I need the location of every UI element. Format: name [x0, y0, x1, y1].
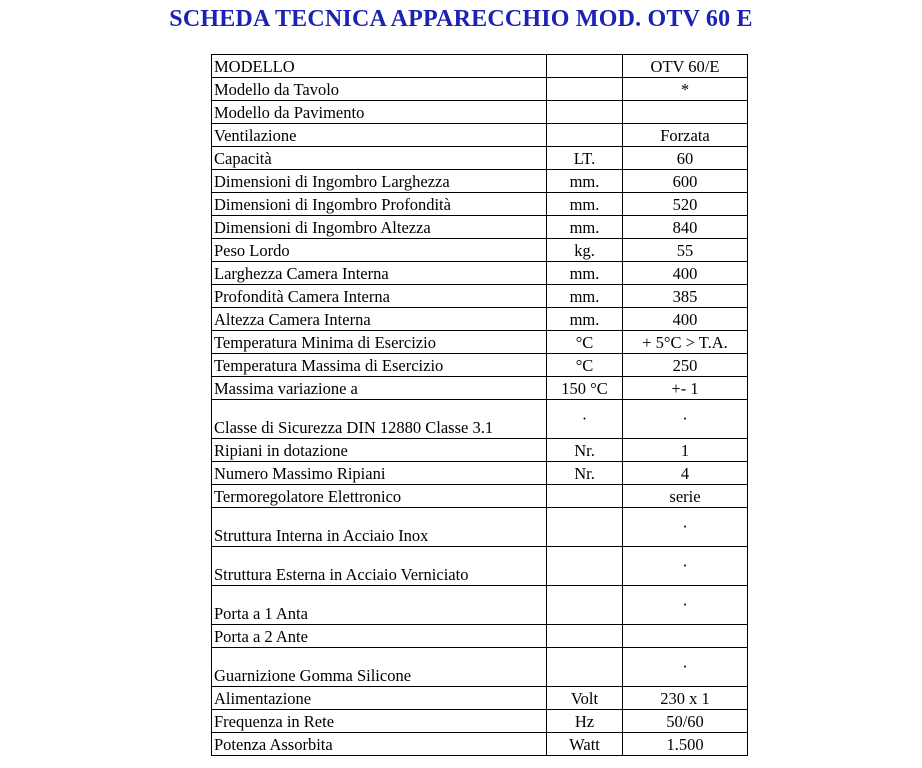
spec-value-cell: ·: [623, 400, 748, 439]
spec-label-cell: Potenza Assorbita: [212, 733, 547, 756]
spec-table-body: [212, 55, 748, 756]
table-row: [212, 687, 748, 710]
spec-label-cell: Termoregolatore Elettronico: [212, 485, 547, 508]
spec-value-cell: 1.500: [623, 733, 748, 756]
spec-label-cell: Porta a 1 Anta: [212, 586, 547, 625]
spec-label-cell: Struttura Interna in Acciaio Inox: [212, 508, 547, 547]
spec-label-cell: Guarnizione Gomma Silicone: [212, 648, 547, 687]
table-row: [212, 400, 748, 439]
spec-unit-cell: LT.: [547, 147, 623, 170]
spec-unit-cell: [547, 625, 623, 648]
spec-value-cell: 600: [623, 170, 748, 193]
spec-value-cell: ·: [623, 508, 748, 547]
spec-label-cell: Dimensioni di Ingombro Altezza: [212, 216, 547, 239]
spec-unit-cell: mm.: [547, 285, 623, 308]
table-row: [212, 170, 748, 193]
table-row: [212, 55, 748, 78]
table-row: [212, 710, 748, 733]
spec-label-cell: Dimensioni di Ingombro Larghezza: [212, 170, 547, 193]
spec-value-cell: 4: [623, 462, 748, 485]
spec-label-cell: Dimensioni di Ingombro Profondità: [212, 193, 547, 216]
spec-unit-cell: Watt: [547, 733, 623, 756]
spec-value-cell: 520: [623, 193, 748, 216]
spec-unit-cell: Nr.: [547, 439, 623, 462]
spec-label-cell: Larghezza Camera Interna: [212, 262, 547, 285]
table-row: [212, 377, 748, 400]
table-row: [212, 239, 748, 262]
spec-unit-cell: [547, 55, 623, 78]
spec-value-cell: 400: [623, 262, 748, 285]
spec-value-cell: 230 x 1: [623, 687, 748, 710]
table-row: [212, 733, 748, 756]
spec-label-cell: Ripiani in dotazione: [212, 439, 547, 462]
spec-label-cell: Massima variazione a: [212, 377, 547, 400]
spec-label-cell: Frequenza in Rete: [212, 710, 547, 733]
spec-value-cell: 60: [623, 147, 748, 170]
spec-unit-cell: [547, 547, 623, 586]
spec-table: [211, 54, 748, 756]
spec-label-cell: Peso Lordo: [212, 239, 547, 262]
table-row: [212, 439, 748, 462]
spec-value-cell: +- 1: [623, 377, 748, 400]
spec-unit-cell: kg.: [547, 239, 623, 262]
table-row: [212, 648, 748, 687]
table-row: [212, 262, 748, 285]
spec-label-cell: Modello da Tavolo: [212, 78, 547, 101]
spec-unit-cell: Volt: [547, 687, 623, 710]
spec-unit-cell: mm.: [547, 308, 623, 331]
spec-value-cell: serie: [623, 485, 748, 508]
table-row: [212, 547, 748, 586]
spec-unit-cell: °C: [547, 354, 623, 377]
spec-unit-cell: [547, 648, 623, 687]
table-row: [212, 586, 748, 625]
table-row: [212, 331, 748, 354]
spec-value-cell: Forzata: [623, 124, 748, 147]
spec-label-cell: Profondità Camera Interna: [212, 285, 547, 308]
table-row: [212, 354, 748, 377]
table-row: [212, 625, 748, 648]
spec-value-cell: 250: [623, 354, 748, 377]
spec-unit-cell: mm.: [547, 193, 623, 216]
spec-value-cell: 55: [623, 239, 748, 262]
table-row: [212, 193, 748, 216]
spec-value-cell: ·: [623, 547, 748, 586]
spec-unit-cell: [547, 485, 623, 508]
spec-value-cell: 1: [623, 439, 748, 462]
spec-label-cell: Porta a 2 Ante: [212, 625, 547, 648]
spec-unit-cell: °C: [547, 331, 623, 354]
spec-unit-cell: [547, 508, 623, 547]
spec-label-cell: Capacità: [212, 147, 547, 170]
spec-unit-cell: 150 °C: [547, 377, 623, 400]
spec-label-cell: Struttura Esterna in Acciaio Verniciato: [212, 547, 547, 586]
spec-label-cell: Temperatura Massima di Esercizio: [212, 354, 547, 377]
spec-unit-cell: Hz: [547, 710, 623, 733]
table-row: [212, 285, 748, 308]
table-row: [212, 101, 748, 124]
table-row: [212, 124, 748, 147]
spec-value-cell: 840: [623, 216, 748, 239]
table-row: [212, 78, 748, 101]
spec-unit-cell: mm.: [547, 262, 623, 285]
spec-label-cell: Ventilazione: [212, 124, 547, 147]
spec-unit-cell: [547, 586, 623, 625]
table-row: [212, 308, 748, 331]
spec-label-cell: Altezza Camera Interna: [212, 308, 547, 331]
spec-unit-cell: [547, 124, 623, 147]
spec-unit-cell: mm.: [547, 170, 623, 193]
spec-label-cell: Modello da Pavimento: [212, 101, 547, 124]
table-row: [212, 508, 748, 547]
spec-value-cell: OTV 60/E: [623, 55, 748, 78]
spec-value-cell: ·: [623, 648, 748, 687]
spec-label-cell: MODELLO: [212, 55, 547, 78]
spec-unit-cell: Nr.: [547, 462, 623, 485]
table-row: [212, 485, 748, 508]
spec-value-cell: [623, 101, 748, 124]
spec-value-cell: 50/60: [623, 710, 748, 733]
spec-label-cell: Temperatura Minima di Esercizio: [212, 331, 547, 354]
spec-value-cell: 385: [623, 285, 748, 308]
table-row: [212, 462, 748, 485]
spec-value-cell: 400: [623, 308, 748, 331]
spec-unit-cell: [547, 78, 623, 101]
spec-label-cell: Alimentazione: [212, 687, 547, 710]
spec-value-cell: ·: [623, 586, 748, 625]
spec-unit-cell: [547, 101, 623, 124]
table-row: [212, 147, 748, 170]
spec-label-cell: Classe di Sicurezza DIN 12880 Classe 3.1: [212, 400, 547, 439]
page-title: SCHEDA TECNICA APPARECCHIO MOD. OTV 60 E: [169, 6, 753, 32]
spec-label-cell: Numero Massimo Ripiani: [212, 462, 547, 485]
spec-value-cell: [623, 625, 748, 648]
spec-unit-cell: mm.: [547, 216, 623, 239]
spec-value-cell: *: [623, 78, 748, 101]
table-row: [212, 216, 748, 239]
spec-value-cell: + 5°C > T.A.: [623, 331, 748, 354]
spec-unit-cell: ·: [547, 400, 623, 439]
